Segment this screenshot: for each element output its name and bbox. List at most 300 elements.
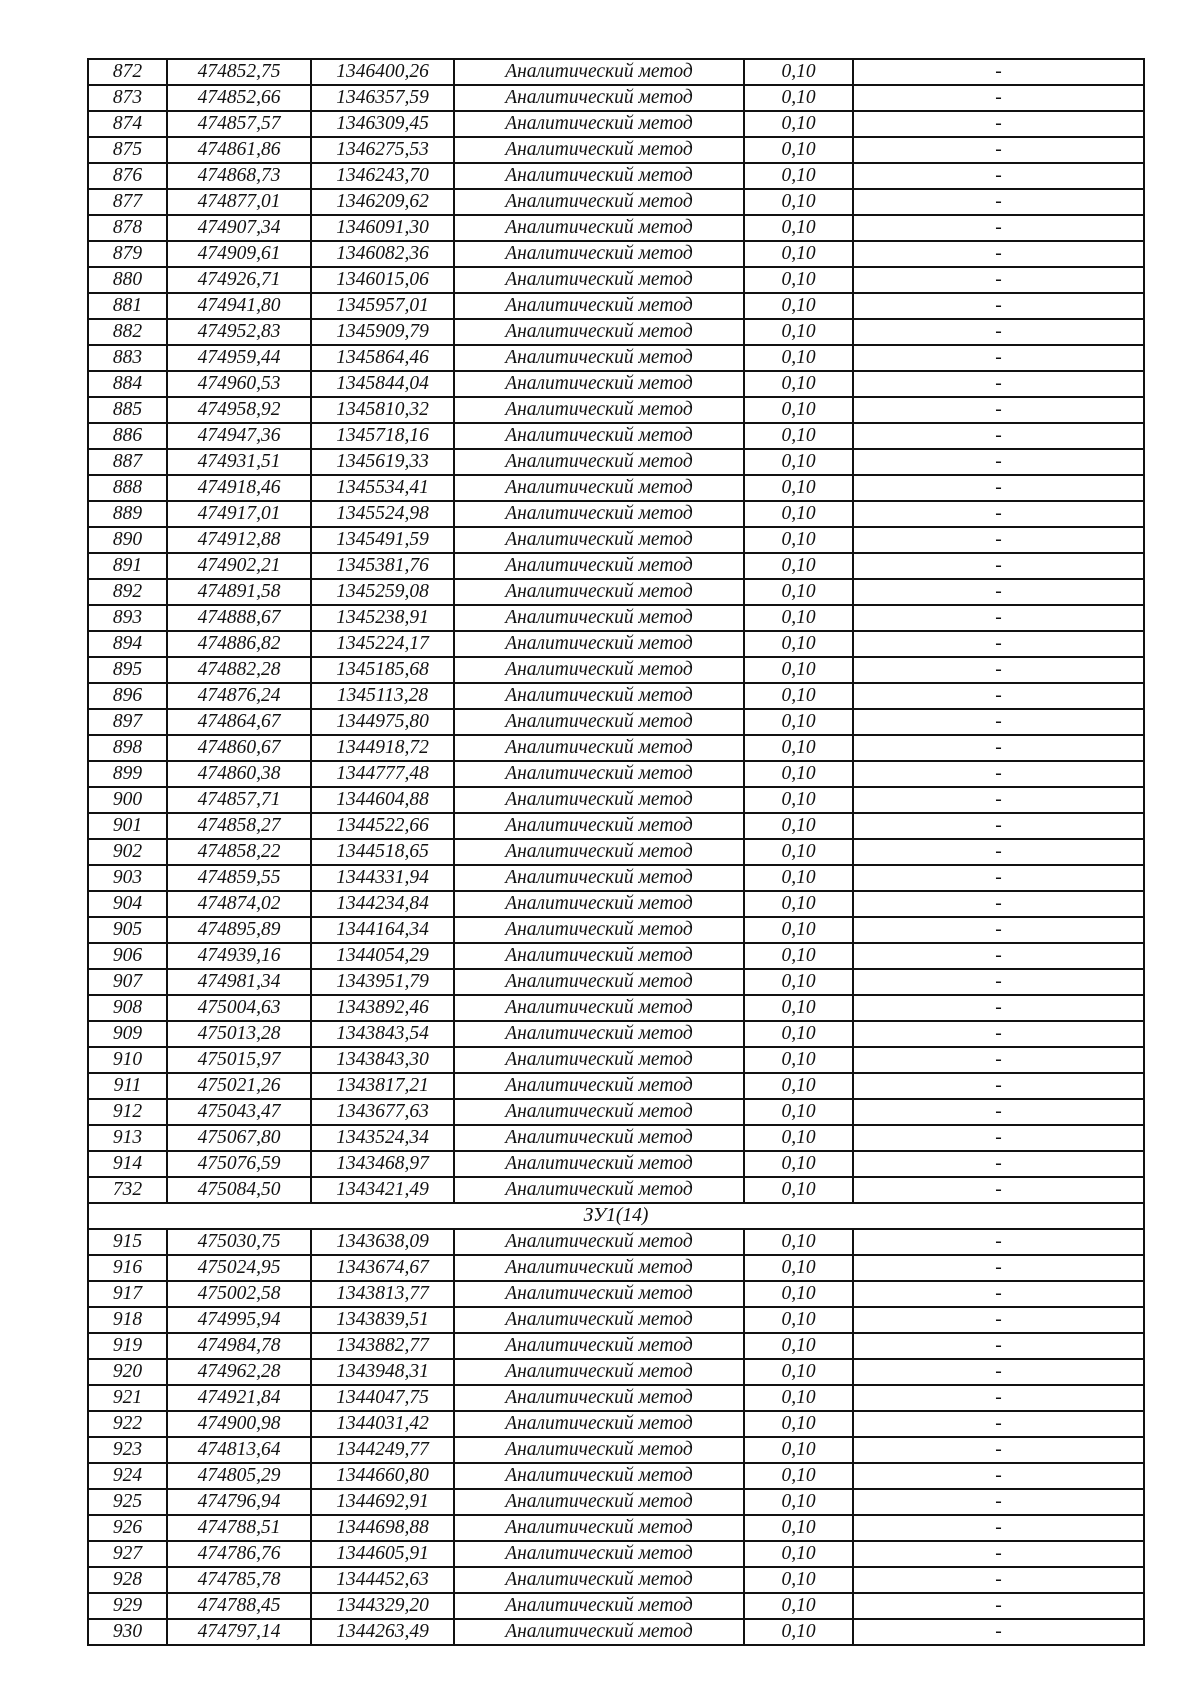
description-cell: - (853, 839, 1144, 865)
method-cell: Аналитический метод (454, 397, 744, 423)
x-coordinate-cell: 475067,80 (167, 1125, 311, 1151)
error-cell: 0,10 (744, 943, 853, 969)
y-coordinate-cell: 1346400,26 (311, 59, 454, 85)
error-cell: 0,10 (744, 553, 853, 579)
table-row (88, 1437, 1144, 1463)
error-cell: 0,10 (744, 241, 853, 267)
point-number-cell: 888 (88, 475, 167, 501)
table-row (88, 1073, 1144, 1099)
table-row (88, 1541, 1144, 1567)
point-number-cell: 880 (88, 267, 167, 293)
table-row (88, 735, 1144, 761)
error-cell: 0,10 (744, 813, 853, 839)
error-cell: 0,10 (744, 1151, 853, 1177)
table-row (88, 709, 1144, 735)
error-cell: 0,10 (744, 917, 853, 943)
method-cell: Аналитический метод (454, 85, 744, 111)
y-coordinate-cell: 1344777,48 (311, 761, 454, 787)
method-cell: Аналитический метод (454, 865, 744, 891)
description-cell: - (853, 449, 1144, 475)
error-cell: 0,10 (744, 163, 853, 189)
table-row (88, 1281, 1144, 1307)
table-row (88, 1099, 1144, 1125)
description-cell: - (853, 1333, 1144, 1359)
error-cell: 0,10 (744, 1515, 853, 1541)
description-cell: - (853, 787, 1144, 813)
table-row (88, 475, 1144, 501)
error-cell: 0,10 (744, 1125, 853, 1151)
method-cell: Аналитический метод (454, 761, 744, 787)
error-cell: 0,10 (744, 1281, 853, 1307)
description-cell: - (853, 1099, 1144, 1125)
table-row (88, 319, 1144, 345)
table-row (88, 1177, 1144, 1203)
x-coordinate-cell: 474858,22 (167, 839, 311, 865)
description-cell: - (853, 1385, 1144, 1411)
description-cell: - (853, 813, 1144, 839)
y-coordinate-cell: 1344605,91 (311, 1541, 454, 1567)
description-cell: - (853, 761, 1144, 787)
y-coordinate-cell: 1344660,80 (311, 1463, 454, 1489)
method-cell: Аналитический метод (454, 1411, 744, 1437)
x-coordinate-cell: 474902,21 (167, 553, 311, 579)
point-number-cell: 895 (88, 657, 167, 683)
point-number-cell: 883 (88, 345, 167, 371)
x-coordinate-cell: 475043,47 (167, 1099, 311, 1125)
x-coordinate-cell: 474921,84 (167, 1385, 311, 1411)
y-coordinate-cell: 1343892,46 (311, 995, 454, 1021)
x-coordinate-cell: 475013,28 (167, 1021, 311, 1047)
description-cell: - (853, 1489, 1144, 1515)
description-cell: - (853, 501, 1144, 527)
y-coordinate-cell: 1345259,08 (311, 579, 454, 605)
error-cell: 0,10 (744, 319, 853, 345)
table-row (88, 1151, 1144, 1177)
table-row (88, 579, 1144, 605)
point-number-cell: 899 (88, 761, 167, 787)
error-cell: 0,10 (744, 85, 853, 111)
table-row (88, 189, 1144, 215)
description-cell: - (853, 1593, 1144, 1619)
description-cell: - (853, 657, 1144, 683)
point-number-cell: 903 (88, 865, 167, 891)
x-coordinate-cell: 474941,80 (167, 293, 311, 319)
y-coordinate-cell: 1343843,30 (311, 1047, 454, 1073)
x-coordinate-cell: 474868,73 (167, 163, 311, 189)
point-number-cell: 887 (88, 449, 167, 475)
point-number-cell: 909 (88, 1021, 167, 1047)
description-cell: - (853, 709, 1144, 735)
y-coordinate-cell: 1344918,72 (311, 735, 454, 761)
method-cell: Аналитический метод (454, 943, 744, 969)
y-coordinate-cell: 1346309,45 (311, 111, 454, 137)
table-row (88, 1411, 1144, 1437)
point-number-cell: 924 (88, 1463, 167, 1489)
table-row (88, 397, 1144, 423)
method-cell: Аналитический метод (454, 501, 744, 527)
method-cell: Аналитический метод (454, 1515, 744, 1541)
error-cell: 0,10 (744, 709, 853, 735)
point-number-cell: 891 (88, 553, 167, 579)
method-cell: Аналитический метод (454, 319, 744, 345)
y-coordinate-cell: 1344452,63 (311, 1567, 454, 1593)
error-cell: 0,10 (744, 839, 853, 865)
point-number-cell: 889 (88, 501, 167, 527)
description-cell: - (853, 1619, 1144, 1645)
y-coordinate-cell: 1345534,41 (311, 475, 454, 501)
method-cell: Аналитический метод (454, 1229, 744, 1255)
point-number-cell: 884 (88, 371, 167, 397)
x-coordinate-cell: 474926,71 (167, 267, 311, 293)
description-cell: - (853, 605, 1144, 631)
y-coordinate-cell: 1344234,84 (311, 891, 454, 917)
method-cell: Аналитический метод (454, 1333, 744, 1359)
point-number-cell: 907 (88, 969, 167, 995)
description-cell: - (853, 1307, 1144, 1333)
description-cell: - (853, 1411, 1144, 1437)
method-cell: Аналитический метод (454, 579, 744, 605)
y-coordinate-cell: 1344604,88 (311, 787, 454, 813)
y-coordinate-cell: 1346082,36 (311, 241, 454, 267)
y-coordinate-cell: 1345524,98 (311, 501, 454, 527)
x-coordinate-cell: 474962,28 (167, 1359, 311, 1385)
y-coordinate-cell: 1346209,62 (311, 189, 454, 215)
y-coordinate-cell: 1343421,49 (311, 1177, 454, 1203)
x-coordinate-cell: 474874,02 (167, 891, 311, 917)
point-number-cell: 921 (88, 1385, 167, 1411)
point-number-cell: 732 (88, 1177, 167, 1203)
method-cell: Аналитический метод (454, 891, 744, 917)
x-coordinate-cell: 474958,92 (167, 397, 311, 423)
section-header-row (88, 1203, 1144, 1229)
table-row (88, 813, 1144, 839)
x-coordinate-cell: 475084,50 (167, 1177, 311, 1203)
table-row (88, 163, 1144, 189)
point-number-cell: 922 (88, 1411, 167, 1437)
x-coordinate-cell: 474788,51 (167, 1515, 311, 1541)
y-coordinate-cell: 1344031,42 (311, 1411, 454, 1437)
x-coordinate-cell: 474931,51 (167, 449, 311, 475)
y-coordinate-cell: 1345810,32 (311, 397, 454, 423)
point-number-cell: 923 (88, 1437, 167, 1463)
method-cell: Аналитический метод (454, 189, 744, 215)
description-cell: - (853, 1177, 1144, 1203)
method-cell: Аналитический метод (454, 215, 744, 241)
description-cell: - (853, 865, 1144, 891)
y-coordinate-cell: 1343524,34 (311, 1125, 454, 1151)
point-number-cell: 901 (88, 813, 167, 839)
description-cell: - (853, 267, 1144, 293)
error-cell: 0,10 (744, 891, 853, 917)
error-cell: 0,10 (744, 1359, 853, 1385)
description-cell: - (853, 59, 1144, 85)
x-coordinate-cell: 474876,24 (167, 683, 311, 709)
point-number-cell: 911 (88, 1073, 167, 1099)
x-coordinate-cell: 474864,67 (167, 709, 311, 735)
x-coordinate-cell: 474860,67 (167, 735, 311, 761)
description-cell: - (853, 215, 1144, 241)
y-coordinate-cell: 1345844,04 (311, 371, 454, 397)
error-cell: 0,10 (744, 501, 853, 527)
method-cell: Аналитический метод (454, 969, 744, 995)
y-coordinate-cell: 1343638,09 (311, 1229, 454, 1255)
coordinates-table (87, 58, 1145, 1646)
description-cell: - (853, 1463, 1144, 1489)
y-coordinate-cell: 1346275,53 (311, 137, 454, 163)
point-number-cell: 881 (88, 293, 167, 319)
x-coordinate-cell: 475021,26 (167, 1073, 311, 1099)
method-cell: Аналитический метод (454, 1151, 744, 1177)
method-cell: Аналитический метод (454, 449, 744, 475)
description-cell: - (853, 397, 1144, 423)
table-row (88, 787, 1144, 813)
table-row (88, 449, 1144, 475)
x-coordinate-cell: 474960,53 (167, 371, 311, 397)
point-number-cell: 928 (88, 1567, 167, 1593)
error-cell: 0,10 (744, 1307, 853, 1333)
x-coordinate-cell: 474805,29 (167, 1463, 311, 1489)
method-cell: Аналитический метод (454, 839, 744, 865)
point-number-cell: 906 (88, 943, 167, 969)
error-cell: 0,10 (744, 371, 853, 397)
description-cell: - (853, 1281, 1144, 1307)
point-number-cell: 926 (88, 1515, 167, 1541)
method-cell: Аналитический метод (454, 1021, 744, 1047)
description-cell: - (853, 553, 1144, 579)
table-row (88, 1125, 1144, 1151)
table-row (88, 293, 1144, 319)
error-cell: 0,10 (744, 683, 853, 709)
point-number-cell: 927 (88, 1541, 167, 1567)
point-number-cell: 929 (88, 1593, 167, 1619)
y-coordinate-cell: 1345113,28 (311, 683, 454, 709)
x-coordinate-cell: 474877,01 (167, 189, 311, 215)
x-coordinate-cell: 474909,61 (167, 241, 311, 267)
y-coordinate-cell: 1344522,66 (311, 813, 454, 839)
table-row (88, 891, 1144, 917)
table-row (88, 1567, 1144, 1593)
point-number-cell: 900 (88, 787, 167, 813)
x-coordinate-cell: 475002,58 (167, 1281, 311, 1307)
error-cell: 0,10 (744, 111, 853, 137)
table-row (88, 917, 1144, 943)
method-cell: Аналитический метод (454, 787, 744, 813)
error-cell: 0,10 (744, 787, 853, 813)
point-number-cell: 876 (88, 163, 167, 189)
method-cell: Аналитический метод (454, 111, 744, 137)
point-number-cell: 885 (88, 397, 167, 423)
x-coordinate-cell: 474786,76 (167, 1541, 311, 1567)
x-coordinate-cell: 474857,71 (167, 787, 311, 813)
y-coordinate-cell: 1344518,65 (311, 839, 454, 865)
point-number-cell: 873 (88, 85, 167, 111)
x-coordinate-cell: 474917,01 (167, 501, 311, 527)
y-coordinate-cell: 1345957,01 (311, 293, 454, 319)
method-cell: Аналитический метод (454, 137, 744, 163)
y-coordinate-cell: 1344249,77 (311, 1437, 454, 1463)
x-coordinate-cell: 474907,34 (167, 215, 311, 241)
y-coordinate-cell: 1345381,76 (311, 553, 454, 579)
method-cell: Аналитический метод (454, 683, 744, 709)
description-cell: - (853, 1073, 1144, 1099)
description-cell: - (853, 1359, 1144, 1385)
point-number-cell: 918 (88, 1307, 167, 1333)
table-row (88, 345, 1144, 371)
x-coordinate-cell: 474939,16 (167, 943, 311, 969)
point-number-cell: 905 (88, 917, 167, 943)
point-number-cell: 879 (88, 241, 167, 267)
method-cell: Аналитический метод (454, 1567, 744, 1593)
description-cell: - (853, 943, 1144, 969)
method-cell: Аналитический метод (454, 1489, 744, 1515)
method-cell: Аналитический метод (454, 1463, 744, 1489)
method-cell: Аналитический метод (454, 267, 744, 293)
point-number-cell: 874 (88, 111, 167, 137)
x-coordinate-cell: 474888,67 (167, 605, 311, 631)
x-coordinate-cell: 474995,94 (167, 1307, 311, 1333)
table-row (88, 111, 1144, 137)
x-coordinate-cell: 474857,57 (167, 111, 311, 137)
description-cell: - (853, 137, 1144, 163)
error-cell: 0,10 (744, 1021, 853, 1047)
table-row (88, 995, 1144, 1021)
error-cell: 0,10 (744, 995, 853, 1021)
x-coordinate-cell: 475076,59 (167, 1151, 311, 1177)
method-cell: Аналитический метод (454, 163, 744, 189)
x-coordinate-cell: 474959,44 (167, 345, 311, 371)
table-row (88, 605, 1144, 631)
method-cell: Аналитический метод (454, 1385, 744, 1411)
error-cell: 0,10 (744, 1229, 853, 1255)
point-number-cell: 890 (88, 527, 167, 553)
table-row (88, 1307, 1144, 1333)
x-coordinate-cell: 474918,46 (167, 475, 311, 501)
error-cell: 0,10 (744, 735, 853, 761)
table-row (88, 761, 1144, 787)
description-cell: - (853, 85, 1144, 111)
method-cell: Аналитический метод (454, 1047, 744, 1073)
table-row (88, 839, 1144, 865)
x-coordinate-cell: 474788,45 (167, 1593, 311, 1619)
error-cell: 0,10 (744, 1073, 853, 1099)
method-cell: Аналитический метод (454, 995, 744, 1021)
method-cell: Аналитический метод (454, 1307, 744, 1333)
method-cell: Аналитический метод (454, 371, 744, 397)
description-cell: - (853, 735, 1144, 761)
y-coordinate-cell: 1344331,94 (311, 865, 454, 891)
method-cell: Аналитический метод (454, 1073, 744, 1099)
method-cell: Аналитический метод (454, 423, 744, 449)
method-cell: Аналитический метод (454, 475, 744, 501)
method-cell: Аналитический метод (454, 1619, 744, 1645)
x-coordinate-cell: 474852,75 (167, 59, 311, 85)
method-cell: Аналитический метод (454, 605, 744, 631)
error-cell: 0,10 (744, 345, 853, 371)
point-number-cell: 916 (88, 1255, 167, 1281)
y-coordinate-cell: 1345224,17 (311, 631, 454, 657)
table-row (88, 1359, 1144, 1385)
point-number-cell: 893 (88, 605, 167, 631)
error-cell: 0,10 (744, 969, 853, 995)
error-cell: 0,10 (744, 605, 853, 631)
y-coordinate-cell: 1344975,80 (311, 709, 454, 735)
description-cell: - (853, 1151, 1144, 1177)
table-row (88, 1255, 1144, 1281)
y-coordinate-cell: 1345909,79 (311, 319, 454, 345)
y-coordinate-cell: 1343674,67 (311, 1255, 454, 1281)
point-number-cell: 897 (88, 709, 167, 735)
description-cell: - (853, 111, 1144, 137)
error-cell: 0,10 (744, 631, 853, 657)
description-cell: - (853, 579, 1144, 605)
description-cell: - (853, 995, 1144, 1021)
table-row (88, 501, 1144, 527)
x-coordinate-cell: 474886,82 (167, 631, 311, 657)
table-row (88, 59, 1144, 85)
point-number-cell: 875 (88, 137, 167, 163)
method-cell: Аналитический метод (454, 241, 744, 267)
description-cell: - (853, 371, 1144, 397)
description-cell: - (853, 1541, 1144, 1567)
error-cell: 0,10 (744, 59, 853, 85)
x-coordinate-cell: 474813,64 (167, 1437, 311, 1463)
description-cell: - (853, 423, 1144, 449)
method-cell: Аналитический метод (454, 735, 744, 761)
y-coordinate-cell: 1343948,31 (311, 1359, 454, 1385)
y-coordinate-cell: 1343817,21 (311, 1073, 454, 1099)
y-coordinate-cell: 1345718,16 (311, 423, 454, 449)
error-cell: 0,10 (744, 1385, 853, 1411)
y-coordinate-cell: 1343677,63 (311, 1099, 454, 1125)
description-cell: - (853, 917, 1144, 943)
method-cell: Аналитический метод (454, 59, 744, 85)
description-cell: - (853, 189, 1144, 215)
table-row (88, 423, 1144, 449)
point-number-cell: 878 (88, 215, 167, 241)
description-cell: - (853, 527, 1144, 553)
description-cell: - (853, 891, 1144, 917)
error-cell: 0,10 (744, 1437, 853, 1463)
y-coordinate-cell: 1343882,77 (311, 1333, 454, 1359)
method-cell: Аналитический метод (454, 1177, 744, 1203)
x-coordinate-cell: 474981,34 (167, 969, 311, 995)
y-coordinate-cell: 1345864,46 (311, 345, 454, 371)
table-row (88, 1593, 1144, 1619)
y-coordinate-cell: 1344329,20 (311, 1593, 454, 1619)
table-row (88, 969, 1144, 995)
description-cell: - (853, 1515, 1144, 1541)
point-number-cell: 912 (88, 1099, 167, 1125)
error-cell: 0,10 (744, 1489, 853, 1515)
table-row (88, 85, 1144, 111)
method-cell: Аналитический метод (454, 1541, 744, 1567)
description-cell: - (853, 1125, 1144, 1151)
method-cell: Аналитический метод (454, 553, 744, 579)
method-cell: Аналитический метод (454, 631, 744, 657)
error-cell: 0,10 (744, 293, 853, 319)
point-number-cell: 896 (88, 683, 167, 709)
coordinates-table-body (88, 59, 1144, 1645)
method-cell: Аналитический метод (454, 293, 744, 319)
description-cell: - (853, 475, 1144, 501)
table-row (88, 215, 1144, 241)
x-coordinate-cell: 474947,36 (167, 423, 311, 449)
error-cell: 0,10 (744, 189, 853, 215)
y-coordinate-cell: 1346015,06 (311, 267, 454, 293)
y-coordinate-cell: 1344263,49 (311, 1619, 454, 1645)
description-cell: - (853, 241, 1144, 267)
x-coordinate-cell: 474882,28 (167, 657, 311, 683)
